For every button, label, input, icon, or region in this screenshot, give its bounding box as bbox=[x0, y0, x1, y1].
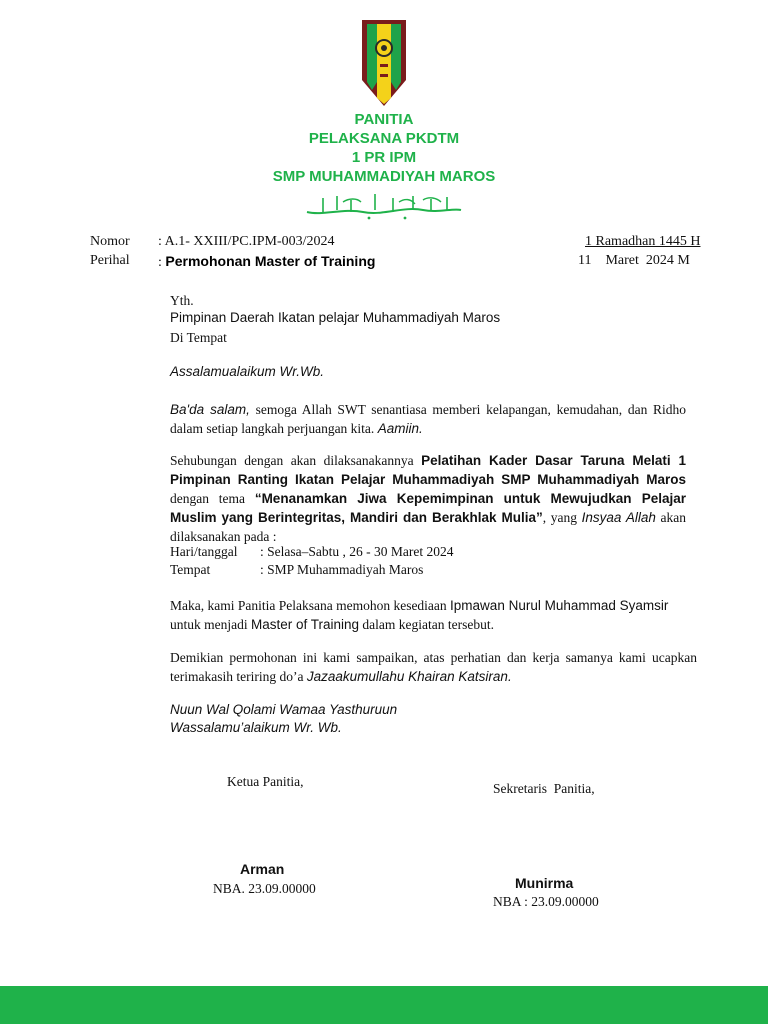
closing-1: Nuun Wal Qolami Wamaa Yasthuruun bbox=[170, 702, 398, 717]
header-school: SMP MUHAMMADIYAH MAROS bbox=[272, 168, 496, 185]
paragraph-1 bbox=[170, 400, 686, 438]
p1-end: Aamiin. bbox=[377, 421, 423, 436]
right-sign-title: Sekretaris Panitia, bbox=[493, 781, 595, 796]
tempat-value: : SMP Muhammadiyah Maros bbox=[260, 562, 424, 577]
greeting: Assalamualaikum Wr.Wb. bbox=[170, 364, 325, 379]
date-hijri: 1 Ramadhan 1445 H bbox=[585, 234, 701, 249]
perihal-value: Permohonan Master of Training bbox=[165, 253, 376, 269]
hari-label: Hari/tanggal bbox=[170, 544, 238, 559]
p2-theme: “Menanamkan Jiwa Kepemimpinan untuk Mewujudkan Pelajar Muslim yang Berintegritas, Mandiri dan Berakhlak Mulia” bbox=[170, 491, 686, 525]
left-sign-nba: NBA. 23.09.00000 bbox=[213, 881, 316, 896]
perihal-row bbox=[158, 253, 375, 271]
paragraph-4 bbox=[170, 648, 697, 686]
paragraph-2 bbox=[170, 451, 686, 546]
p1-italic: Ba'da salam, bbox=[170, 402, 250, 417]
recipient-place: Di Tempat bbox=[170, 330, 227, 345]
paragraph-3 bbox=[170, 596, 700, 634]
recipient-name: Pimpinan Daerah Ikatan pelajar Muhammadiyah Maros bbox=[170, 310, 501, 325]
header-pelaksana: PELAKSANA PKDTM bbox=[308, 130, 460, 147]
tempat-label: Tempat bbox=[170, 562, 211, 577]
p1-text: semoga Allah SWT senantiasa memberi kelapangan, kemudahan, dan Ridho dalam setiap langkah perjuangan kita. bbox=[170, 402, 686, 436]
p2-a: Sehubungan dengan akan dilaksanakannya bbox=[170, 453, 422, 468]
p3-c: untuk menjadi bbox=[170, 617, 251, 632]
p4-a: Demikian permohonan ini kami sampaikan, atas perhatian dan kerja samanya kami ucapkan terimakasih teriring do’a bbox=[170, 650, 697, 684]
date-masehi: 11 Maret 2024 M bbox=[578, 253, 690, 268]
p2-insyaallah: Insyaa Allah bbox=[581, 510, 656, 525]
recipient-yth: Yth. bbox=[170, 293, 194, 308]
p2-g: akan dilaksanakan pada : bbox=[170, 510, 686, 544]
header-pr-ipm: 1 PR IPM bbox=[351, 149, 417, 166]
p3-a: Maka, kami Panitia Pelaksana memohon kesediaan bbox=[170, 598, 451, 613]
hari-value: : Selasa–Sabtu , 26 - 30 Maret 2024 bbox=[260, 544, 454, 559]
header-panitia: PANITIA bbox=[354, 111, 414, 128]
right-sign-nba: NBA : 23.09.00000 bbox=[493, 894, 599, 909]
perihal-colon: : bbox=[158, 255, 166, 270]
p2-e: , yang bbox=[542, 510, 582, 525]
perihal-label: Perihal bbox=[90, 253, 130, 268]
left-sign-name: Arman bbox=[240, 861, 285, 877]
ipm-shield-logo-icon bbox=[360, 18, 408, 108]
p2-c: dengan tema bbox=[170, 491, 255, 506]
closing-2: Wassalamu’alaikum Wr. Wb. bbox=[170, 720, 342, 735]
footer-bar bbox=[0, 986, 768, 1024]
right-sign-name: Munirma bbox=[515, 875, 574, 891]
nomor-label: Nomor bbox=[90, 234, 130, 249]
left-sign-title: Ketua Panitia, bbox=[227, 774, 304, 789]
p4-doa: Jazaakumullahu Khairan Katsiran. bbox=[306, 669, 512, 684]
p3-e: dalam kegiatan tersebut. bbox=[359, 617, 494, 632]
p2-event: Pelatihan Kader Dasar Taruna Melati 1 Pimpinan Ranting Ikatan Pelajar Muhammadiyah SMP Muhammadiyah Maros bbox=[170, 453, 686, 487]
nomor-value: : A.1- XXIII/PC.IPM-003/2024 bbox=[158, 234, 335, 249]
basmalah-calligraphy-icon bbox=[303, 190, 465, 222]
p3-person: Ipmawan Nurul Muhammad Syamsir bbox=[450, 598, 669, 613]
p3-role: Master of Training bbox=[251, 617, 360, 632]
